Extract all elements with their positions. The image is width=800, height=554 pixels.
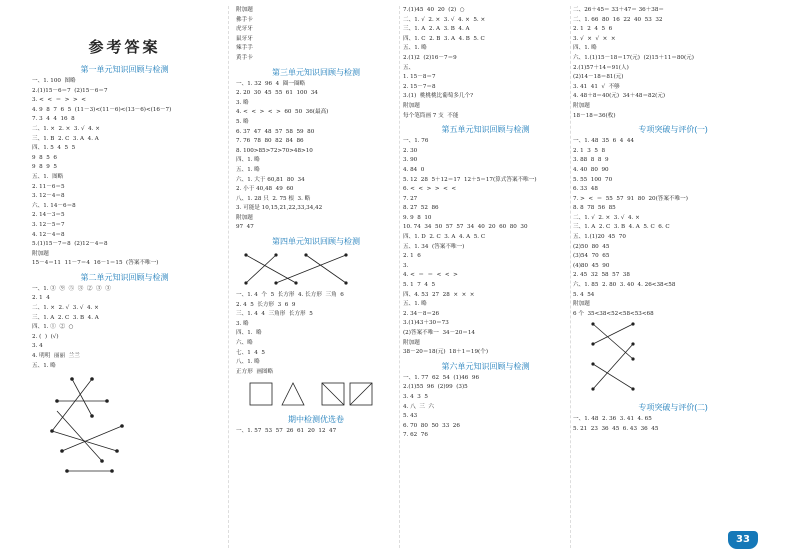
answer-line: 三、1. 4 4 三角形 长方形 5 bbox=[236, 311, 313, 318]
answer-line: 一、1. 48 2. 36 3. 41 4. 65 bbox=[573, 416, 652, 423]
answer-line: 3. < < ＝ > > < bbox=[32, 97, 86, 104]
answer-line: 二、1. × 2. √ 3. √ 4. × bbox=[32, 305, 99, 312]
answer-line: 五、1.(1)20 45 70 bbox=[573, 234, 626, 241]
answer-line: 四、1. C 2. B 3. A 4. B 5. C bbox=[403, 35, 485, 42]
answer-line: 二、1. × 2. × 3. √ 4. × bbox=[32, 125, 100, 132]
answer-line: 2. 20 30 45 55 61 100 34 bbox=[236, 90, 318, 97]
col2-top bbox=[236, 6, 396, 64]
answer-line: 二、26＋45＝ 33＋47＝ 36＋38＝ bbox=[573, 7, 665, 13]
answer-line: 2. ( ) (√) bbox=[32, 333, 59, 340]
answer-line: 6 个 35<38<52<58<53<68 bbox=[573, 310, 654, 317]
answer-line: 6. < < > > < < bbox=[403, 186, 457, 193]
answer-line: 2. 11－6＝5 bbox=[32, 183, 65, 190]
answer-line: 二、1. √ 2. × 3. √ 4. × bbox=[573, 214, 640, 221]
answer-line: 鼠牙牙 bbox=[236, 35, 253, 42]
answer-line: 3. 可能是 10,15,21,22,33,34,42 bbox=[236, 205, 323, 212]
answer-line: 一、1. 57 53 57 26 61 20 12 47 bbox=[236, 428, 337, 435]
answer-line: 7. 3 4 4 16 8 bbox=[32, 116, 75, 123]
answer-line: 五、1. 略 bbox=[403, 301, 427, 308]
section-title-unit5: 第五单元知识回顾与检测 bbox=[441, 125, 530, 135]
answer-line: 一、1. 4 个 5 长方形 4. 长方形 三角 6 bbox=[236, 292, 344, 299]
answer-line: 2. 15－7＝8 bbox=[403, 83, 436, 90]
answer-line: 2.(1)15－6＝7 (2)15－6＝7 bbox=[32, 87, 108, 94]
answer-line: 四、1. D 2. C 3. A 4. A 5. C bbox=[403, 234, 486, 241]
answer-line: 3. 4 3 5 bbox=[403, 393, 428, 400]
answer-line: 辣手手 bbox=[236, 45, 253, 52]
answer-line: 2. 小于 40,48 49 60 bbox=[236, 186, 294, 193]
answer-line: 4. 40 80 90 bbox=[573, 166, 609, 173]
answer-line: 附加题 bbox=[236, 7, 253, 13]
answer-line: 六、1. 85 2. 80 3. 40 4. 26<38<58 bbox=[573, 282, 676, 289]
answer-line: 一、1. ③ ⑨ ⑤ ③ ② ③ ③ bbox=[32, 285, 111, 292]
answer-line: 2. 45 32 58 57 38 bbox=[573, 272, 630, 279]
answer-line: 97 47 bbox=[236, 224, 254, 231]
special1-answers bbox=[573, 137, 773, 319]
answer-line: 6. 70 80 50 33 26 bbox=[403, 422, 460, 429]
answer-line: 5. 21 23 36 45 6. 43 36 45 bbox=[573, 426, 659, 432]
answer-line: 正方形 画图略 bbox=[236, 368, 274, 375]
answer-line: 一、1. 32 96 4 圈一圈略 bbox=[236, 80, 306, 87]
unit4-answers bbox=[236, 291, 396, 377]
column-3 bbox=[403, 6, 568, 441]
col3-top bbox=[403, 6, 568, 121]
section-title-special1: 专项突破与评价(一) bbox=[638, 125, 708, 135]
answer-line: 一、1. 77 62 54 (1)46 96 bbox=[403, 374, 480, 381]
answer-line: 3. √ × √ × × bbox=[573, 35, 616, 42]
unit3-answers bbox=[236, 80, 396, 234]
answer-line: 2.(1)57＋14＝91(人) bbox=[573, 64, 629, 71]
col4-top bbox=[573, 6, 773, 121]
answer-line: 5. 略 bbox=[236, 118, 249, 125]
answer-line: 五、1. 34 (答案不唯一) bbox=[403, 243, 465, 250]
matching-lines bbox=[236, 249, 386, 291]
answer-line: 38－20＝18(元) 18＋1＝19(个) bbox=[403, 349, 488, 356]
answer-line: 6. 37 47 48 57 58 59 80 bbox=[236, 128, 315, 135]
answer-line: 3.(1)43＋30＝73 bbox=[403, 320, 449, 327]
answer-line: 黄手卡 bbox=[236, 54, 253, 61]
answer-line: 佛手卡 bbox=[236, 16, 253, 23]
answer-line: 四、4. 53 27 28 × × × bbox=[403, 291, 475, 298]
answer-line: 2. 1 4 bbox=[32, 295, 50, 302]
answer-line: 18－18＝36(枚) bbox=[573, 112, 616, 119]
answer-line: 三、1. B 2. C 3. A 4. A bbox=[32, 135, 99, 142]
section-title-unit4: 第四单元知识回顾与检测 bbox=[272, 237, 360, 247]
answer-line: 2.(1)55 96 (2)99 (3)5 bbox=[403, 384, 468, 391]
answer-line: 附加题 bbox=[403, 339, 420, 346]
unit5-answers bbox=[403, 137, 568, 358]
answer-line: 4. 八 三 六 bbox=[403, 403, 435, 410]
answer-line: 4. 12－4＝8 bbox=[32, 231, 65, 238]
midterm-answers bbox=[236, 427, 396, 437]
answer-line: 2. 14－3＝5 bbox=[32, 212, 65, 219]
answer-line: 4. 48＋8＝40(元) 34＋48＝82(元) bbox=[573, 93, 666, 100]
matching-diagram-2 bbox=[573, 319, 723, 399]
answer-line: 六、1. 14－6＝8 bbox=[32, 202, 76, 209]
answer-line: 七、1 4 5 bbox=[236, 349, 265, 356]
answer-line: (4)80 45 90 bbox=[573, 262, 610, 269]
answer-line: 5. 12 28 5＋12＝17 12＋5＝17(算式答案不唯一) bbox=[403, 176, 537, 183]
answer-line: 4. 9 8 7 6 5 (11－3)<(11－6)<(13－6)<(16－7) bbox=[32, 106, 172, 113]
column-divider bbox=[228, 6, 229, 548]
answer-line: 3. 41 41 √ 不够 bbox=[573, 83, 620, 90]
matching-diagram bbox=[32, 371, 182, 481]
answer-line: 9 8 9 5 bbox=[32, 164, 57, 171]
answer-line: 二、1. √ 2. × 3. √ 4. × 5. × bbox=[403, 16, 486, 23]
answer-line: (3)54 70 65 bbox=[573, 253, 610, 260]
answer-line: 6. 33 48 bbox=[573, 186, 598, 193]
unit6-answers bbox=[403, 374, 568, 441]
answer-line: 一、1. 100 图略 bbox=[32, 78, 76, 84]
answer-line: 五、1. 略 bbox=[403, 45, 427, 52]
answer-line: 五、1. 略 bbox=[236, 166, 260, 173]
answer-line: 8. 8 78 56 85 bbox=[573, 205, 616, 212]
column-divider bbox=[570, 6, 571, 548]
answer-line: 5. 55 100 70 bbox=[573, 176, 613, 183]
answer-line: 附加题 bbox=[573, 102, 590, 109]
column-2 bbox=[236, 6, 396, 437]
answer-line: 一、1. 76 bbox=[403, 138, 429, 145]
answer-line: 5. 43 bbox=[403, 413, 418, 420]
answer-line: 2.(1)2 (2)16－7＝9 bbox=[403, 54, 457, 61]
unit2-answers bbox=[32, 285, 217, 371]
answer-line: 7. 27 bbox=[403, 195, 418, 202]
answer-line: 7. 62 76 bbox=[403, 432, 428, 439]
page-number-badge: 33 bbox=[728, 531, 758, 549]
answer-line: 三、1. A 2. A 3. B 4. A bbox=[403, 26, 470, 33]
answer-line: 八、1. 28 只 2. 75 根 3. 略 bbox=[236, 195, 311, 202]
answer-line: 一、1. 48 35 6 4 44 bbox=[573, 138, 634, 145]
answer-line: 2. 1 3 5 8 bbox=[573, 147, 606, 154]
section-title-unit1: 第一单元知识回顾与检测 bbox=[80, 65, 169, 74]
answer-line: 8. 27 52 86 bbox=[403, 205, 439, 212]
answer-line: 2. 34－8＝26 bbox=[403, 310, 440, 317]
answer-line: 虎牙牙 bbox=[236, 26, 253, 33]
answer-line: 4. 明明 丽丽 兰兰 bbox=[32, 353, 80, 360]
answer-line: 3. 略 bbox=[236, 320, 249, 327]
answer-line: 4. 84 0 bbox=[403, 166, 425, 173]
answer-line: 二、1. 66 80 16 22 40 53 32 bbox=[573, 16, 663, 23]
answer-line: 10. 74 34 50 57 57 34 40 20 60 80 30 bbox=[403, 224, 528, 231]
special2-answers bbox=[573, 415, 773, 434]
answer-line: 四、1. 略 bbox=[573, 45, 597, 52]
column-divider bbox=[399, 6, 400, 548]
answer-line: 六、略 bbox=[236, 340, 253, 347]
answer-line: 三、1. A 2. C 3. B 4. A bbox=[32, 314, 99, 321]
shapes-figure bbox=[236, 377, 386, 411]
answer-line: 3. 4 bbox=[32, 343, 43, 350]
answer-line: 7. > < ＝ 55 57 91 80 20(答案不唯一) bbox=[573, 195, 688, 202]
answer-line: 9. 9 8 10 bbox=[403, 214, 432, 221]
answer-line: 每个笔筒画 7 支 不能 bbox=[403, 112, 459, 119]
answer-line: 三、1. A 2. C 3. B 4. A 5. C 6. C bbox=[573, 224, 670, 231]
answer-line: 2. 1 6 bbox=[403, 253, 421, 260]
answer-line: 3. 12－4＝8 bbox=[32, 193, 65, 200]
section-title-special2: 专项突破与评价(二) bbox=[638, 403, 708, 413]
answer-line: 四、1. 略 bbox=[236, 157, 260, 164]
answer-line: 六、1. 大于 60,81 80 34 bbox=[236, 176, 305, 183]
section-title-unit2: 第二单元知识回顾与检测 bbox=[80, 272, 169, 282]
answer-line: 附加题 bbox=[573, 301, 590, 308]
answer-line: 4. < < > < > 60 50 36(最高) bbox=[236, 109, 329, 116]
answer-line: 3.(1) 桃桃桃比葡萄多几个? bbox=[403, 93, 474, 100]
answer-line: 4. < ＝ ＝ < < > bbox=[403, 272, 458, 279]
answer-line: (2)50 80 45 bbox=[573, 243, 610, 250]
answer-line: 八、1. 略 bbox=[236, 359, 260, 366]
answer-line: 2. 1 2 4 5 6 bbox=[573, 26, 613, 33]
column-1 bbox=[32, 6, 217, 481]
unit1-answers bbox=[32, 77, 217, 269]
answer-line: 3. bbox=[403, 262, 409, 269]
answer-line: 附加题 bbox=[236, 214, 253, 221]
answer-line: 15－4＝11 11－7＝4 16－1＝15 (答案不唯一) bbox=[32, 260, 159, 267]
answer-line: 六、1.(1)15－18＝17(元) (2)15＋11＝80(元) bbox=[573, 54, 694, 61]
answer-line: 5. 4 54 bbox=[573, 291, 595, 298]
answer-line: 五、1. 图略 bbox=[32, 173, 64, 180]
answer-line: 8. 100>85>72>70>48>10 bbox=[236, 147, 313, 154]
answer-line: (2)14－18＝81(元) bbox=[573, 74, 624, 81]
section-title-midterm: 期中检测优选卷 bbox=[288, 415, 344, 425]
answer-line: 3. 90 bbox=[403, 157, 418, 164]
answer-line: 2. 30 bbox=[403, 147, 418, 154]
answer-line: 1. 15－8＝7 bbox=[403, 74, 436, 81]
answer-line: 3. 88 8 8 9 bbox=[573, 157, 609, 164]
answer-line: 2. 4 5 长方形 3 6 9 bbox=[236, 301, 296, 308]
answer-line: 7.(1)45 40 20 (2) ○ bbox=[403, 7, 465, 13]
column-4 bbox=[573, 6, 773, 435]
answer-line: 5. 1 7 4 5 bbox=[403, 282, 436, 289]
answer-line: 附加题 bbox=[403, 102, 420, 109]
section-title-unit6: 第六单元知识回顾与检测 bbox=[441, 361, 530, 371]
answer-line: 四、1. 略 bbox=[236, 330, 262, 337]
answer-line: 3. 略 bbox=[236, 99, 249, 106]
answer-line: 五、1. 略 bbox=[32, 362, 56, 369]
answer-line: 四、1. 5 4 5 5 bbox=[32, 145, 76, 152]
answer-line: 四、1. ① ② ○ bbox=[32, 324, 74, 331]
answer-line: 3. 12－5＝7 bbox=[32, 221, 65, 228]
answer-line: (2)答案不唯一 34－20＝14 bbox=[403, 330, 475, 336]
page-title: 参考答案 bbox=[88, 38, 161, 56]
answer-line: 5.(1)15－7＝8 (2)12－4＝8 bbox=[32, 241, 108, 248]
answer-line: 附加题 bbox=[32, 250, 49, 257]
answer-line: 9 8 5 6 bbox=[32, 154, 57, 161]
answer-line: 7. 76 78 80 82 84 86 bbox=[236, 138, 304, 145]
answer-line: 五、 bbox=[403, 64, 415, 71]
section-title-unit3: 第三单元知识回顾与检测 bbox=[272, 67, 360, 77]
